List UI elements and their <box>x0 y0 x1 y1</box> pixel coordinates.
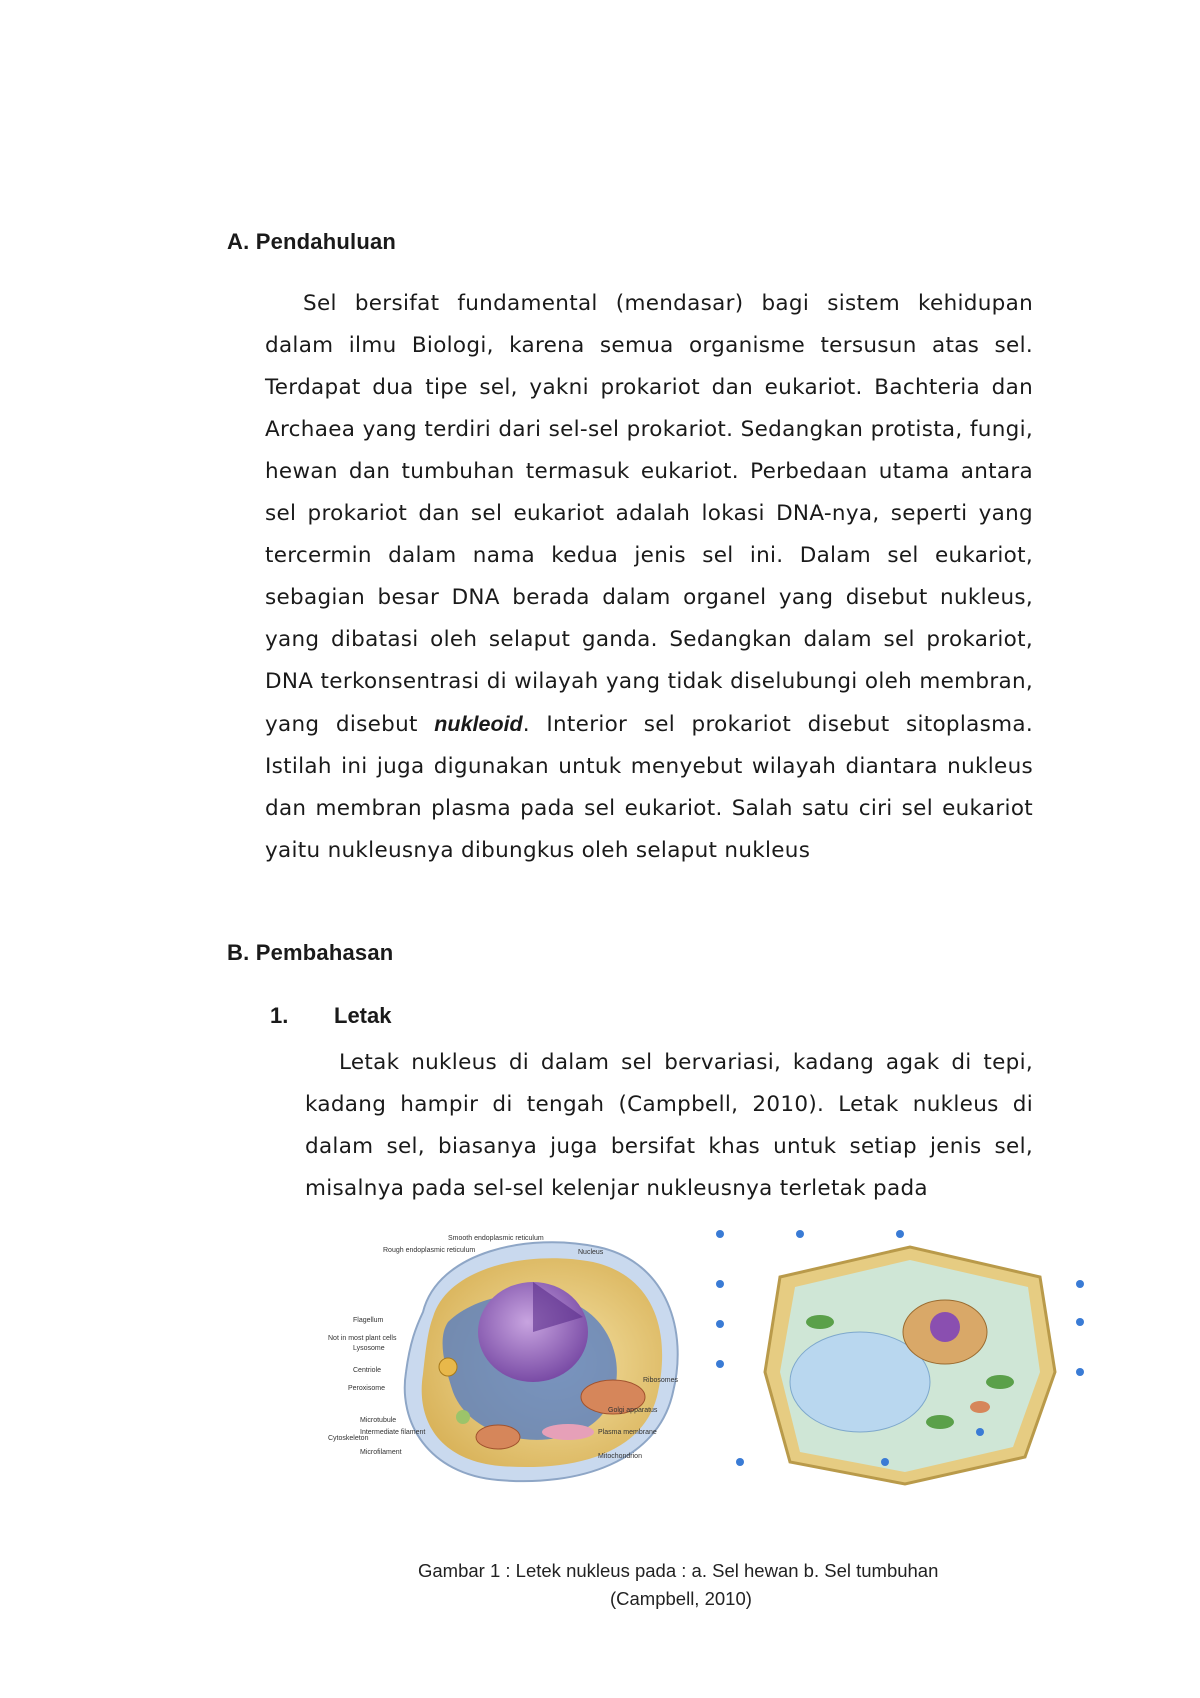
marker-3 <box>896 1230 904 1238</box>
subsection-1-title: Letak <box>334 1003 392 1028</box>
section-a-text-2: . Interior sel prokariot disebut sitoplasma. Istilah ini juga digunakan untuk menyebut wilayah diantara nukleus dan membran plasma pada sel eukariot. Salah satu ciri sel eukariot yaitu nukleusnya dibungkus oleh selaput nukleus <box>265 712 1033 863</box>
marker-8 <box>1076 1318 1084 1326</box>
chloroplast-shape-3 <box>926 1415 954 1429</box>
subsection-1-number: 1. <box>270 1003 289 1028</box>
label-rough-er: Rough endoplasmic reticulum <box>383 1247 476 1254</box>
subsection-1-heading <box>270 1003 391 1029</box>
section-a-text-1: Sel bersifat fundamental (mendasar) bagi sistem kehidupan dalam ilmu Biologi, karena semua organisme tersusun atas sel. Terdapat dua tipe sel, yakni prokariot dan eukariot. Bachteria dan Archaea yang terdiri dari sel-sel prokariot. Sedangkan protista, fungi, hewan dan tumbuhan termasuk eukariot. Perbedaan utama antara sel prokariot dan sel eukariot adalah lokasi DNA-nya, seperti yang tercermin dalam nama kedua jenis sel ini. Dalam sel eukariot, sebagian besar DNA berada dalam organel yang disebut nukleus, yang dibatasi oleh selaput ganda. Sedangkan dalam sel prokariot, DNA terkonsentrasi di wilayah yang tidak diselubungi oleh membran, yang disebut <box>265 291 1033 737</box>
marker-6 <box>716 1360 724 1368</box>
section-a-heading: A. Pendahuluan <box>227 229 397 254</box>
animal-cell-figure <box>328 1222 708 1497</box>
label-microfilament: Microfilament <box>360 1449 402 1456</box>
label-smooth-er: Smooth endoplasmic reticulum <box>448 1235 544 1242</box>
mitochondrion-shape-2 <box>476 1425 520 1449</box>
label-centriole: Centriole <box>353 1367 382 1374</box>
chloroplast-shape-2 <box>986 1375 1014 1389</box>
marker-11 <box>736 1458 744 1466</box>
marker-10 <box>976 1428 984 1436</box>
marker-7 <box>1076 1280 1084 1288</box>
label-nucleus: Nucleus <box>578 1249 604 1256</box>
label-lysosome: Lysosome <box>353 1345 385 1352</box>
plant-nucleolus-shape <box>930 1312 960 1342</box>
label-plasma-membrane: Plasma membrane <box>598 1429 657 1436</box>
marker-5 <box>716 1320 724 1328</box>
marker-2 <box>796 1230 804 1238</box>
marker-9 <box>1076 1368 1084 1376</box>
plant-cell-figure <box>710 1222 1090 1497</box>
peroxisome-shape <box>456 1410 470 1424</box>
section-a-paragraph <box>265 283 1033 872</box>
label-mitochondrion: Mitochondrion <box>598 1453 642 1460</box>
keyword-nukleoid: nukleoid <box>434 712 523 736</box>
label-peroxisome: Peroxisome <box>348 1385 385 1392</box>
label-not-in-plant: Not in most plant cells <box>328 1335 397 1342</box>
figure-caption: Gambar 1 : Letek nukleus pada : a. Sel hewan b. Sel tumbuhan <box>418 1560 939 1581</box>
marker-4 <box>716 1280 724 1288</box>
section-b-heading: B. Pembahasan <box>227 940 394 965</box>
label-ribosomes: Ribosomes <box>643 1377 679 1384</box>
label-golgi: Golgi apparatus <box>608 1407 658 1414</box>
label-flagellum: Flagellum <box>353 1317 384 1324</box>
golgi-shape <box>542 1424 594 1440</box>
marker-12 <box>881 1458 889 1466</box>
figure-caption-source: (Campbell, 2010) <box>610 1588 752 1609</box>
marker-1 <box>716 1230 724 1238</box>
chloroplast-shape-1 <box>806 1315 834 1329</box>
plant-mito-shape <box>970 1401 990 1413</box>
subsection-1-text: Letak nukleus di dalam sel bervariasi, kadang agak di tepi, kadang hampir di tengah (Campbell, 2010). Letak nukleus di dalam sel, biasanya juga bersifat khas untuk setiap jenis sel, misalnya pada sel-sel kelenjar nukleusnya terletak pada <box>305 1050 1033 1201</box>
label-microtubule: Microtubule <box>360 1417 397 1424</box>
label-intermediate-filament: Intermediate filament <box>360 1429 426 1436</box>
subsection-1-paragraph <box>305 1042 1033 1210</box>
lysosome-shape <box>439 1358 457 1376</box>
label-cytoskeleton: Cytoskeleton <box>328 1435 369 1442</box>
